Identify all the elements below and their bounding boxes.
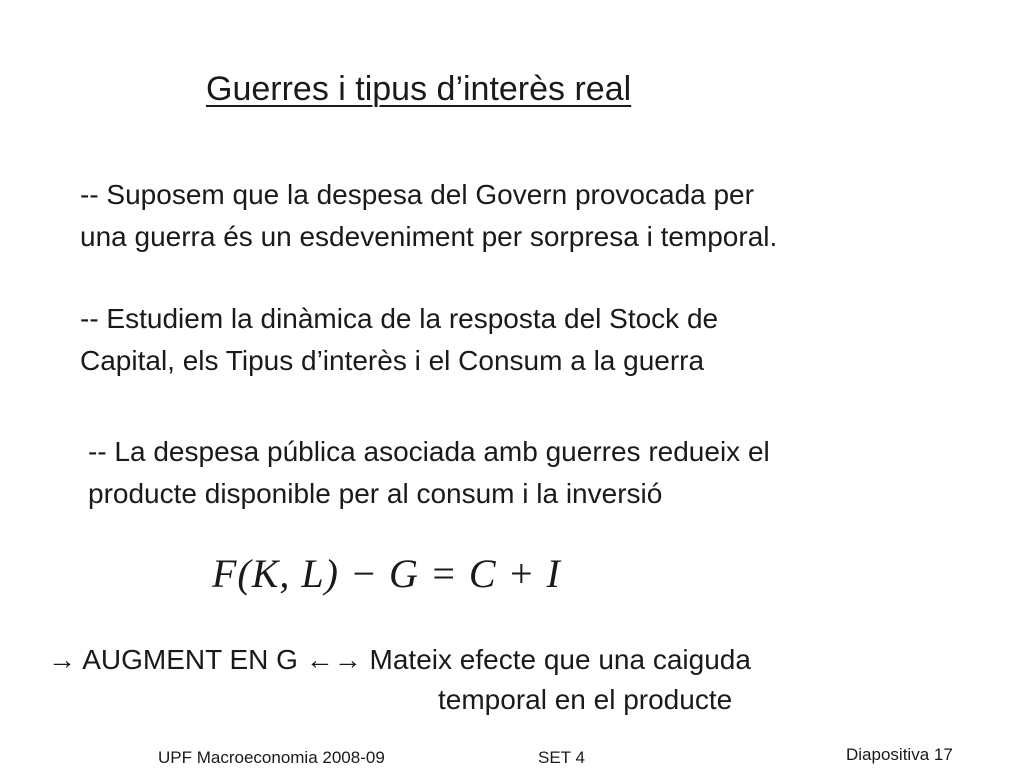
equation: F(K, L) − G = C + I <box>212 551 561 596</box>
paragraph-2-line-2: Capital, els Tipus d’interès i el Consum a la guerra <box>80 345 705 376</box>
paragraph-2-line-1: -- Estudiem la dinàmica de la resposta del Stock de <box>80 303 719 334</box>
conclusion-line-2: temporal en el producte <box>438 684 733 715</box>
slide-title: Guerres i tipus d’interès real <box>206 70 632 108</box>
paragraph-3-line-2: producte disponible per al consum i la inversió <box>88 478 663 509</box>
conclusion-part-2: Mateix efecte que una caiguda <box>361 644 751 675</box>
conclusion-line-1 <box>48 640 751 680</box>
double-arrow-icon: ←→ <box>305 644 362 675</box>
right-arrow-icon: → <box>48 644 76 675</box>
footer-slide-number: Diapositiva 17 <box>846 745 953 764</box>
footer-center: SET 4 <box>538 748 585 767</box>
paragraph-3-line-1: -- La despesa pública asociada amb guerres redueix el <box>88 436 770 467</box>
paragraph-1 <box>80 174 777 258</box>
paragraph-1-line-2: una guerra és un esdeveniment per sorpresa i temporal. <box>80 221 778 252</box>
paragraph-1-line-1: -- Suposem que la despesa del Govern provocada per <box>80 179 754 210</box>
paragraph-2 <box>80 298 718 382</box>
paragraph-3 <box>88 431 770 515</box>
footer-left: UPF Macroeconomia 2008-09 <box>158 748 385 767</box>
conclusion-part-1: AUGMENT EN G <box>76 644 306 675</box>
